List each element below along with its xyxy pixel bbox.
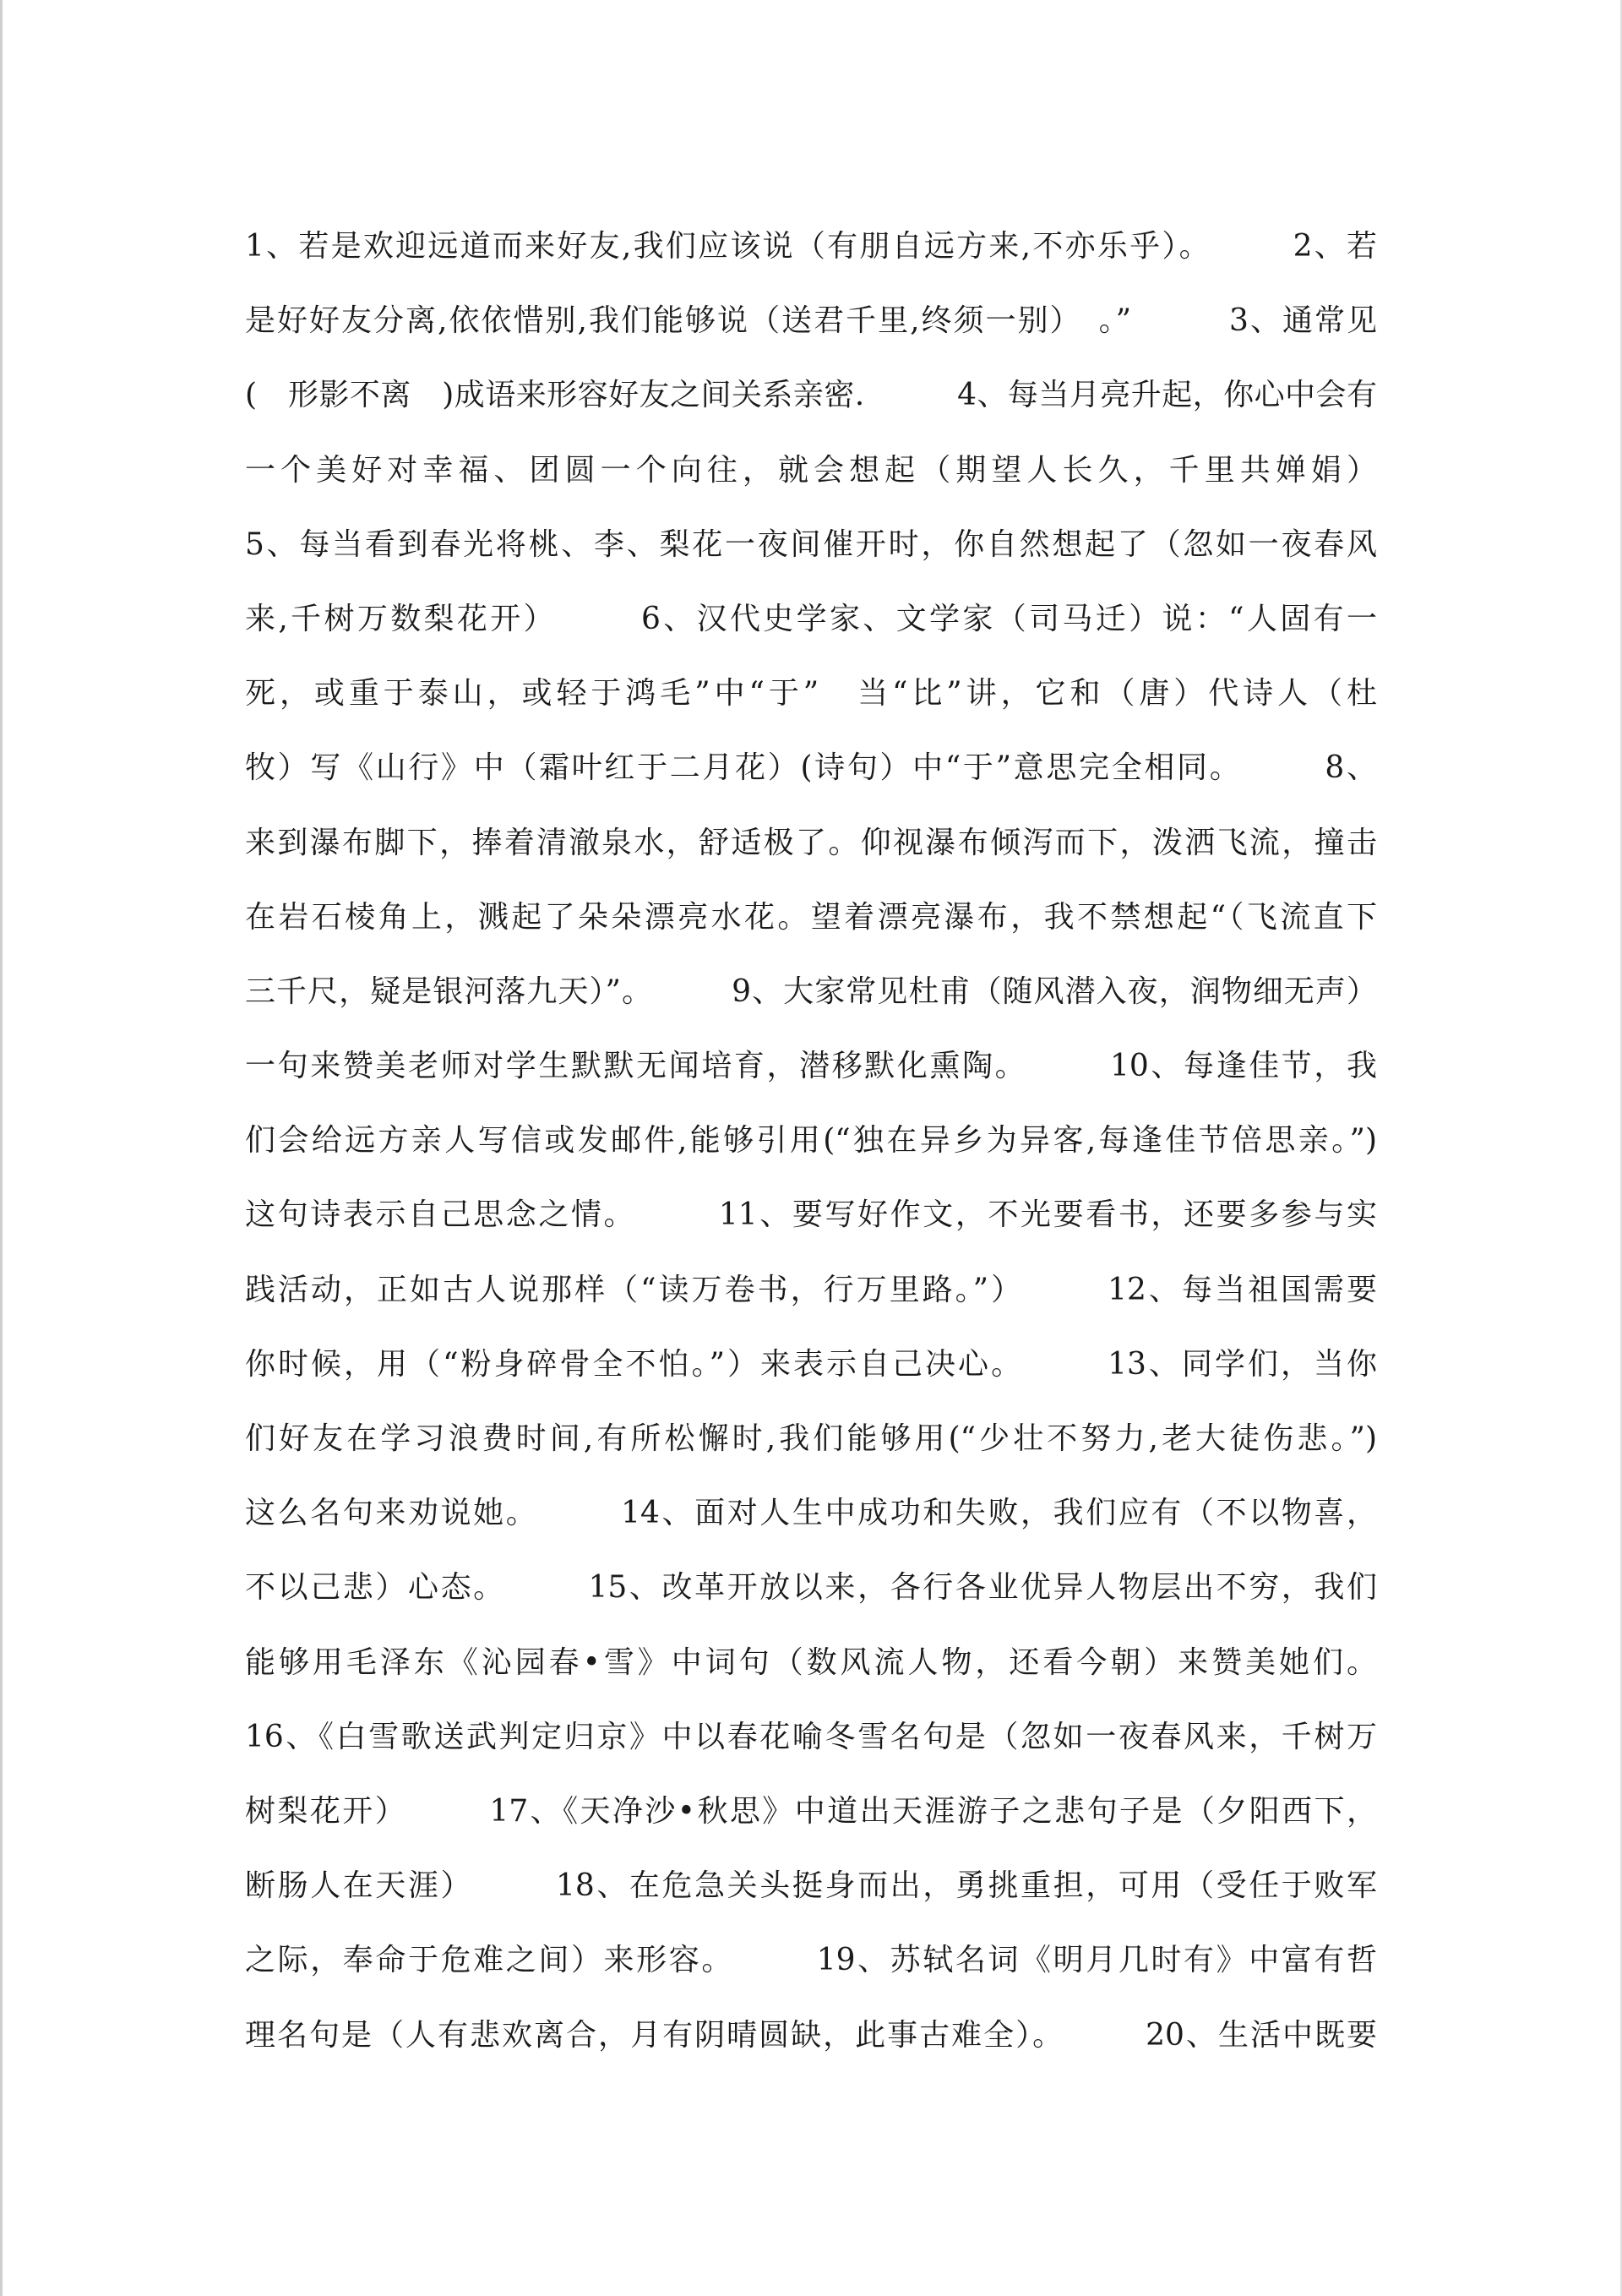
text-line: 1、若是欢迎远道而来好友,我们应该说（有朋自远方来,不亦乐乎）。 2、若 — [245, 229, 1377, 264]
text-line: 一句来赞美老师对学生默默无闻培育，潜移默化熏陶。 10、每逢佳节，我 — [245, 1049, 1377, 1084]
text-line: 5、每当看到春光将桃、李、梨花一夜间催开时，你自然想起了（忽如一夜春风 — [245, 526, 1377, 562]
text-line: 牧）写《山行》中（霜叶红于二月花）(诗句）中“于”意思完全相同。 8、 — [245, 750, 1377, 786]
text-line: 一个美好对幸福、团圆一个向往，就会想起（期望人长久，千里共婵娟） — [245, 452, 1377, 488]
text-line: 这句诗表示自己思念之情。 11、要写好作文，不光要看书，还要多参与实 — [245, 1197, 1377, 1233]
text-line: ( 形影不离 )成语来形容好友之间关系亲密. 4、每当月亮升起，你心中会有 — [245, 378, 1377, 413]
text-line: 来到瀑布脚下，捧着清澈泉水，舒适极了。仰视瀑布倾泻而下，泼洒飞流，撞击 — [245, 825, 1377, 860]
text-line: 来,千树万数梨花开） 6、汉代史学家、文学家（司马迁）说：“人固有一 — [245, 601, 1377, 636]
page-border-left — [0, 0, 3, 2296]
text-line: 践活动，正如古人说那样（“读万卷书，行万里路。”） 12、每当祖国需要 — [245, 1272, 1377, 1307]
text-line: 三千尺，疑是银河落九天）”。 9、大家常见杜甫（随风潜入夜，润物细无声） — [245, 973, 1377, 1009]
text-line: 树梨花开） 17、《天净沙•秋思》中道出天涯游子之悲句子是（夕阳西下， — [245, 1793, 1377, 1829]
text-line: 是好好友分离,依依惜别,我们能够说（送君千里,终须一别） 。” 3、通常见 — [245, 303, 1377, 339]
document-body — [245, 210, 1377, 2073]
text-line: 之际，奉命于危难之间）来形容。 19、苏轼名词《明月几时有》中富有哲 — [245, 1943, 1377, 1978]
text-line: 能够用毛泽东《沁园春•雪》中词句（数风流人物，还看今朝）来赞美她们。 — [245, 1644, 1377, 1680]
text-line: 们会给远方亲人写信或发邮件,能够引用(“独在异乡为异客,每逢佳节倍思亲。”) — [245, 1123, 1377, 1159]
text-line: 不以己悲）心态。 15、改革开放以来，各行各业优异人物层出不穷，我们 — [245, 1570, 1377, 1606]
text-line: 这么名句来劝说她。 14、面对人生中成功和失败，我们应有（不以物喜， — [245, 1496, 1377, 1531]
text-line: 你时候，用（“粉身碎骨全不怕。”）来表示自己决心。 13、同学们，当你 — [245, 1346, 1377, 1382]
text-line: 16、《白雪歌送武判定归京》中以春花喻冬雪名句是（忽如一夜春风来，千树万 — [245, 1719, 1377, 1754]
text-line: 在岩石棱角上，溅起了朵朵漂亮水花。望着漂亮瀑布，我不禁想起“（飞流直下 — [245, 899, 1377, 935]
text-line: 断肠人在天涯） 18、在危急关头挺身而出，勇挑重担，可用（受任于败军 — [245, 1868, 1377, 1904]
text-line: 理名句是（人有悲欢离合，月有阴晴圆缺，此事古难全）。 20、生活中既要 — [245, 2017, 1377, 2053]
text-line: 们好友在学习浪费时间,有所松懈时,我们能够用(“少壮不努力,老大徒伤悲。”) — [245, 1421, 1377, 1456]
text-line: 死，或重于泰山，或轻于鸿毛”中“于” 当“比”讲，它和（唐）代诗人（杜 — [245, 676, 1377, 712]
